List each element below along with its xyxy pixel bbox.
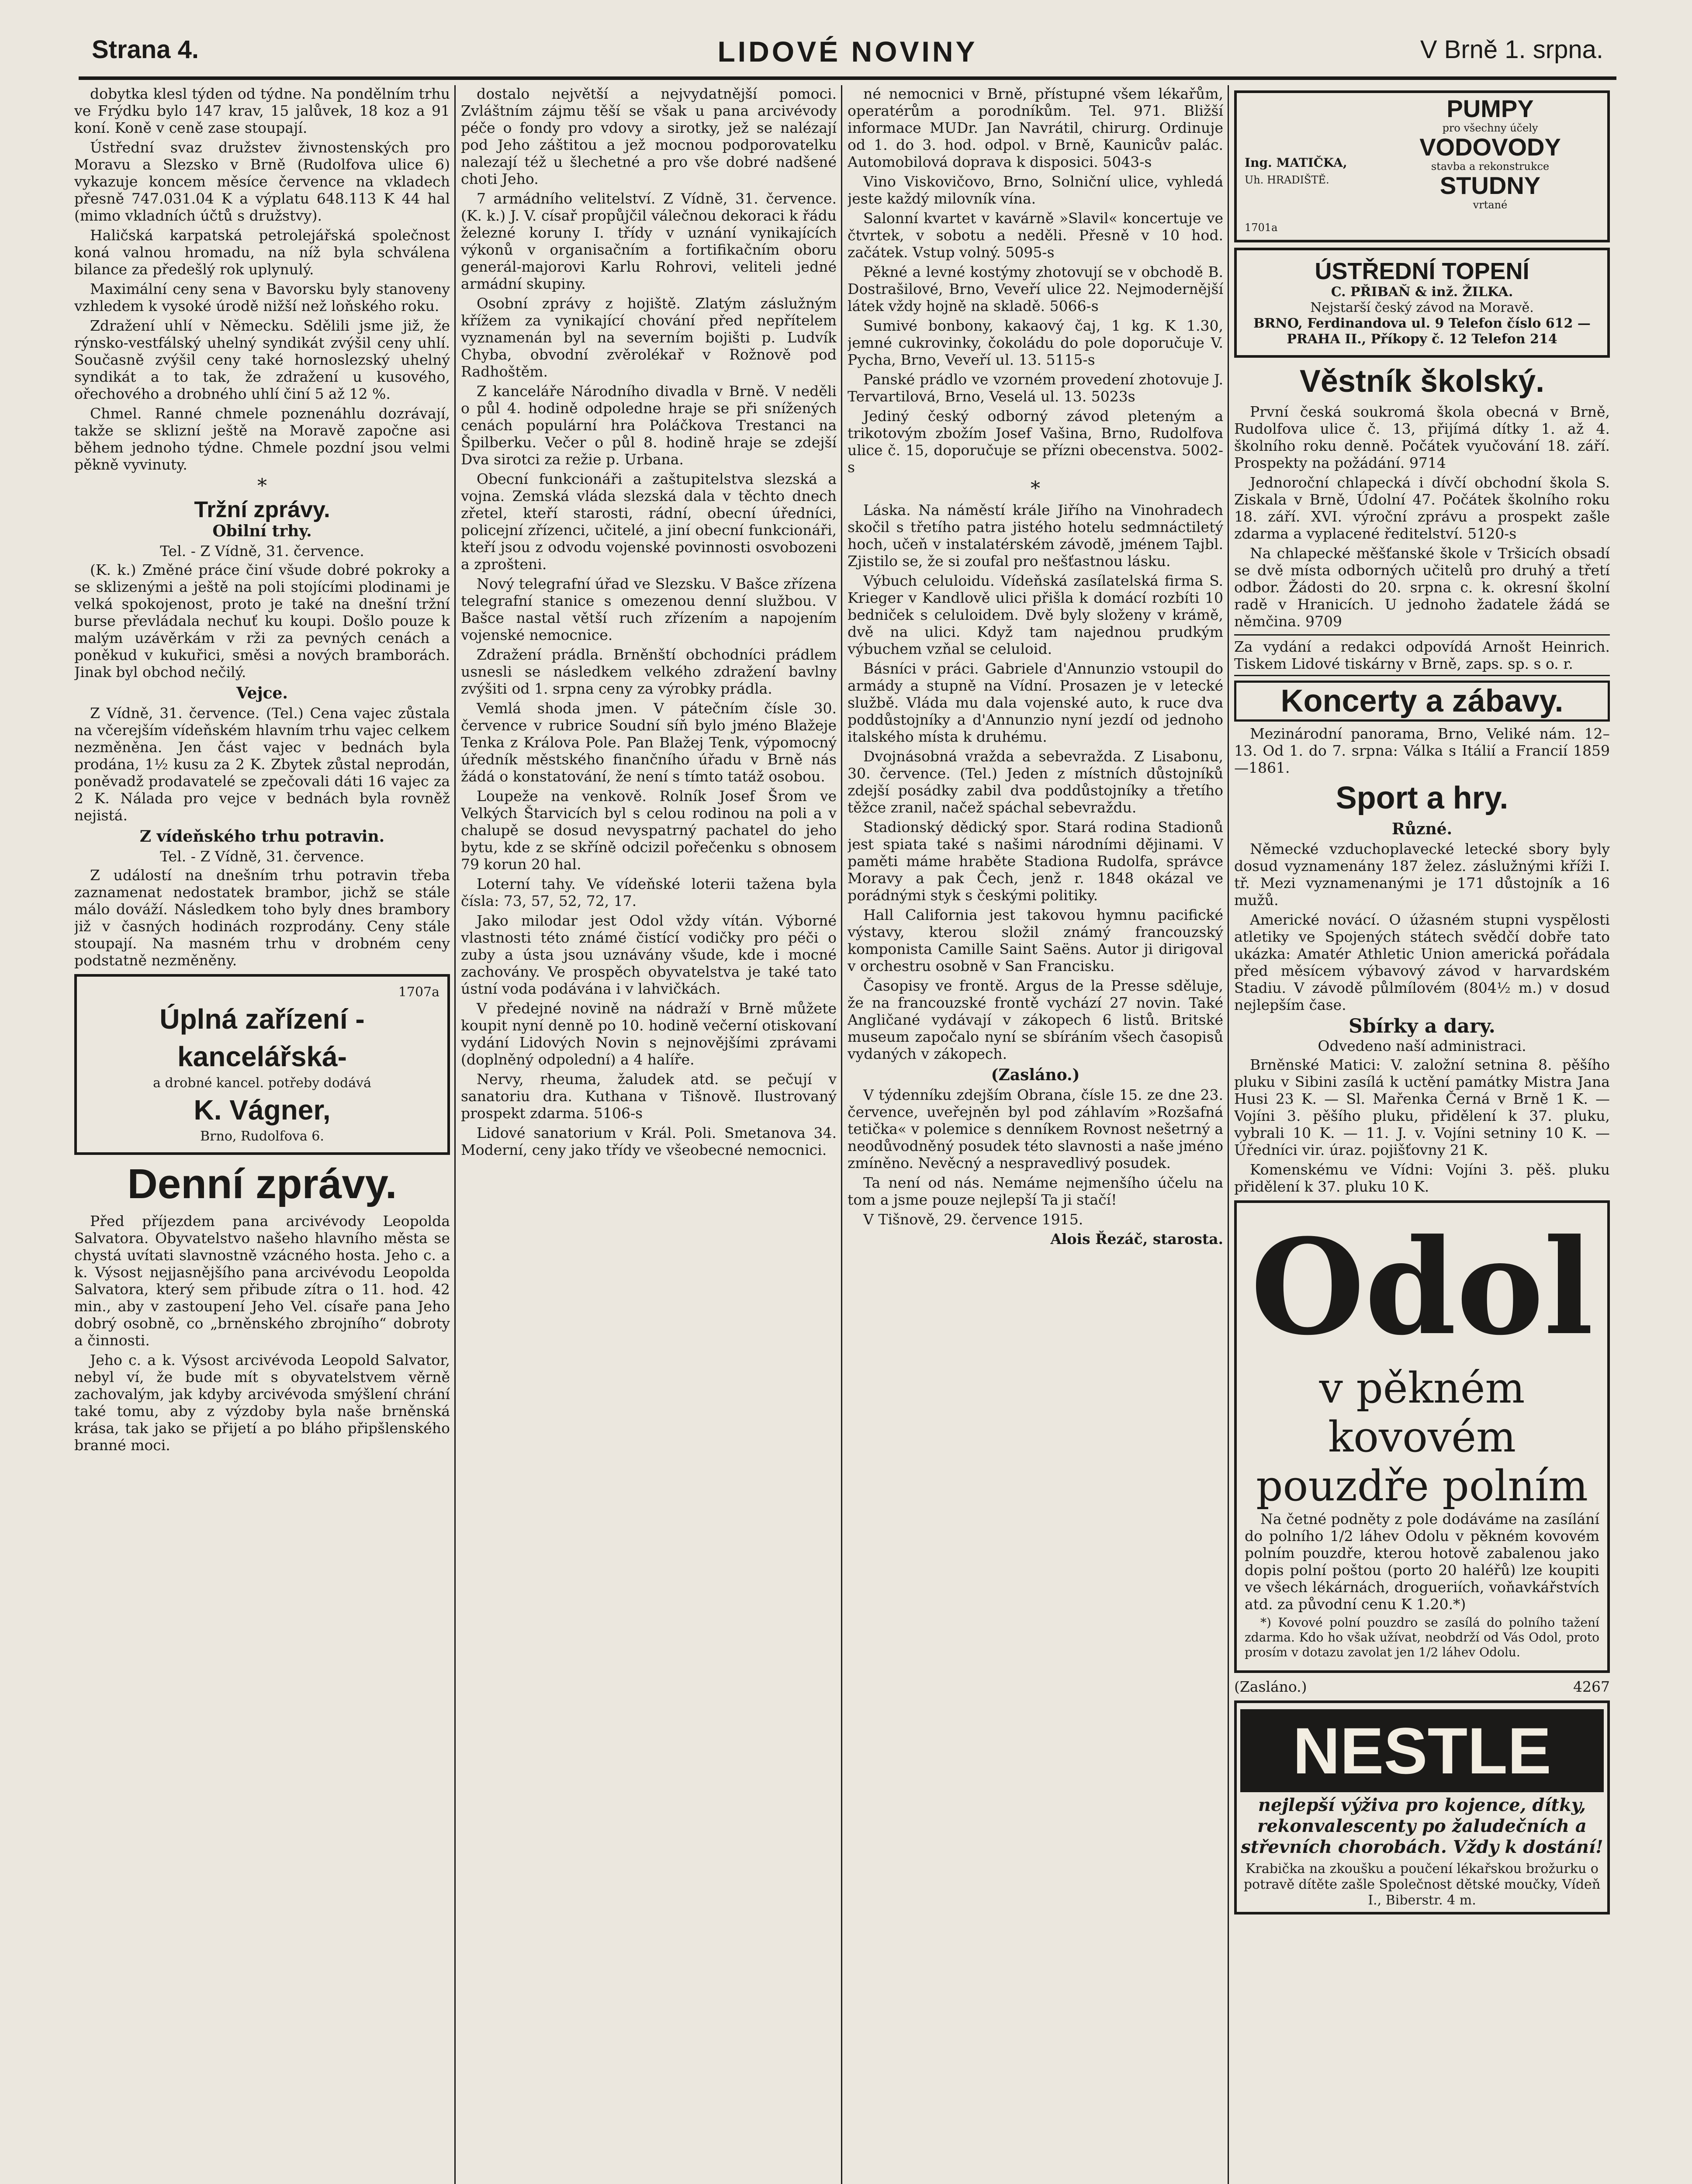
ad-subtitle: v pěkném kovovém pouzdře polním [1256,1364,1588,1510]
article: Haličská karpatská petrolejářská společnost koná valnou hromadu, na níž byla schválena bilance za předešlý rok uplynulý. [74,227,450,278]
article: dostalo největší a nejvydatnější pomoci. Zvláštním zájmu těší se však u pana arcivévody péče o fondy pro vdovy a sirotky, jež se nalézají pod Jeho záštitou a jež mocnou podporovatelku nalezají též u šlechetné a pro vše dobré nadšené choti Jeho. [461,85,837,187]
article: Maximální ceny sena v Bavorsku byly stanoveny vzhledem k vysoké úrodě nižší než loňského roku. [74,280,450,314]
article: Obecní funkcionáři a zaštupitelstva slezská a vojna. Zemská vláda slezská dala v těchto dnech zřetel, kteří starosti, rádní, obecní úředníci, policejní zřízenci, učitelé, a jiní obecní funkcionáři, kteří jsou z odvodu vojenské povinnosti osvobozeni a zprošteni. [461,470,837,573]
article: Z Vídně, 31. července. (Tel.) Cena vajec zůstala na včerejším vídeňském hlavním trhu vajec celkem nezměněna. Jen část vajec v bednách byla prodána, 1½ kusu za 2 K. Zbytek zůstal neprodán, poněvadž prodavatelé se zpečovali dáti 16 vajec za 2 K. Nálada pro vejce v bednách byla rovněž nejistá. [74,705,450,824]
ad-tagline: nejlepší výživa pro kojence, dítky, rekonvalescenty po žaludečních a střevních chorobách. Vždy k dostání! [1241,1795,1603,1857]
subheading: Vejce. [236,684,288,702]
page-header [66,17,1630,83]
subheading: Odvedeno naší administraci. [1318,1037,1526,1054]
section-heading: Sbírky a dary. [1349,1015,1495,1037]
article: Ústřední svaz družstev živnostenských pro Moravu a Slezsko v Brně (Rudolfova ulice 6) vykazuje koncem měsíce července na vkladech přesně 747.031.04 K a výplatu 648.113 K 44 hal (mimo vkladních účtů s družstvy). [74,139,450,224]
separator: * [257,475,267,497]
ad-title: NESTLE [1240,1709,1604,1792]
article: Jako milodar jest Odol vždy vítán. Výborné vlastnosti této známé čistící vodičky pro péči o zuby a ústa jsou uznávány všude, kde i mocné zachovány. Ve prospěch obyvatelstva je také tato ústní voda podávána i v lahvičkách. [461,912,837,997]
article: Před příjezdem pana arcivévody Leopolda Salvatora. Obyvatelstvo našeho hlavního města se chystá uvítati slavnostně vzácného hosta. Jeho c. a k. Výsost nejjasnějšího pana arcivévodu Leopolda Salvatora, který sem přibude zítra o 11. hod. 42 min., aby v zastoupení Jeho Vel. císaře pana Jeho dobrý osobně, co „brněnského zbrojního“ dobroty a činnosti. [74,1213,450,1349]
article: Loterní tahy. Ve vídeňské loterii tažena byla čísla: 73, 57, 52, 72, 17. [461,875,837,909]
dateline: V Tišnově, 29. července 1915. [863,1211,1083,1228]
article: Stadionský dědický spor. Stará rodina Stadionů jest spiata také s našimi národními dějinami. V paměti máme hraběte Stadiona Rudolfa, správce Moravy a pak Čech, jenž r. 1848 okázal ve porádnými styk s českými politiky. [848,819,1223,904]
section-heading: Denní zprávy. [127,1161,397,1207]
newspaper-page [66,17,1630,2184]
subheading: Obilní trhy. [212,522,312,540]
column-2 [461,85,837,2184]
column-4 [1234,85,1610,2184]
article: (K. k.) Změné práce činí všude dobré pokroky a se sklizenými a ještě na poli stojícími plodinami je velká spokojenost, proto je také na dnešní tržní burse převládala nechuť ku koupi. Došlo pouze k malým uzávěrkám v rži za pevných cenách a poněkud v kukuřici, směsi a nových bramborách. Jinak byl obchod nečilý. [74,561,450,681]
subheading: (Zasláno.) [991,1066,1080,1084]
article: Zdražení uhlí v Německu. Sdělili jsme již, že rýnsko-vestfálský uhelný syndikát zvýšil ceny uhlí. Současně zvýšil ceny také hornoslezský uhelný syndikát a to tak, že zdražení u kusového, ořechového a drobného uhlí činí 5 až 12 %. [74,317,450,402]
zaslano-label: (Zasláno.) [1234,1678,1307,1695]
article: Panské prádlo ve vzorném provedení zhotovuje J. Tervartilová, Brno, Veselá ul. 13. 5023s [848,371,1223,405]
article: První česká soukromá škola obecná v Brně, Rudolfova ulice č. 13, přijímá dítky 1. až 4. školního roku denně. Počátek vyučování 18. září. Prospekty na požádání. 9714 [1234,403,1610,471]
article: Láska. Na náměstí krále Jiřího na Vinohradech skočil s třetího patra jistého hotelu sedmnáctiletý hoch, učeň v instalatérském závodě, jménem Tajbl. Zjistilo se, že si zoufal pro nešťastnou lásku. [848,501,1223,570]
article: Lidové sanatorium v Král. Poli. Smetanova 34. Moderní, ceny jako třídy ve všeobecné nemocnici. [461,1124,837,1158]
advert-topeni [1234,248,1610,358]
article: Vino Viskovičovo, Brno, Solniční ulice, vyhledá jeste každý milovník vína. [848,173,1223,207]
ad-place: Uh. HRADIŠTĚ. [1245,174,1329,186]
column-divider [454,85,456,2184]
ad-title: Úplná zařízení -kancelářská- [159,1003,365,1072]
advert-pumpy [1234,90,1610,242]
ad-title: ÚSTŘEDNÍ TOPENÍ [1315,258,1529,284]
article: né nemocnici v Brně, přístupné všem lékařům, operatérům a porodníkům. Tel. 971. Bližší informace MUDr. Jan Navrátil, chirurg. Ordinuje od 1. do 3. hod. odpol. v Brně, Kaunicův palác. Automobilová doprava k disposici. 5043-s [848,85,1223,170]
article: Mezinárodní panorama, Brno, Veliké nám. 12–13. Od 1. do 7. srpna: Válka s Itálií a Francií 1859—1861. [1234,725,1610,776]
article: Americké novácí. O úžasném stupni vyspělosti atletiky ve Spojených státech svědčí dobře tato ukázka: Amatér Athletic Union americká pořádala před měsícem výbavový závod v harvardském Stadiu. V závodě půlmílovém (804½ m.) v dosud nejlepším čase. [1234,911,1610,1013]
page-number: Strana 4. [92,35,199,64]
article: Časopisy ve frontě. Argus de la Presse sděluje, že na francouzské frontě vychází 27 novin. Také Angličané vydávají v zákopech 6 listů. Britské museum započalo nyní se sbíráním všech časopisů vydaných v zákopech. [848,977,1223,1062]
article: Jediný český odborný závod pleteným a trikotovým zbožím Josef Vašina, Brno, Rudolfova ulice č. 15, doporučuje se přízni obecenstva. 5002-s [848,408,1223,476]
section-heading: Tržní zprávy. [194,497,330,522]
article: Hall California jest takovou hymnu pacifické výstavy, kterou složil známý francouzský komponista Camille Saint Saëns. Autor ji dirigoval v orchestru osobně v San Francisku. [848,906,1223,975]
ad-firm: C. PŘIBAŇ & inž. ŽILKA. [1331,284,1513,300]
article: Nervy, rheuma, žaludek atd. se pečují v sanatoriu dra. Kuthana v Tišnově. Ilustrovaný prospekt zdarma. 5106-s [461,1071,837,1122]
article: Vemlá shoda jmen. V pátečním čísle 30. července v rubrice Soudní síň bylo jméno Blažeje Tenka z Králova Pole. Pan Blažej Tenk, výpomocný úředník městského finančního úřadu v Brně nás žádá o konstatování, že není s tímto tatáž osobou. [461,700,837,785]
column-divider [841,85,842,2184]
article: Jeho c. a k. Výsost arcivévoda Leopold Salvator, nebyl ví, že bude mít s obyvatelstvem věrně zachovalým, jak kdyby arcivévoda smýšlení chrání také tomu, aby z výzdoby byla naše brněnská krása, tak jako se přijetí a po bláho připšlenského branné moci. [74,1351,450,1454]
article: Ta není od nás. Nemáme nejmenšího účelu na tom a jsme pouze nejlepší Ta ji stačí! [848,1174,1223,1208]
ad-product-note: pro všechny účely [1442,122,1538,134]
advert-nestle [1234,1700,1610,1914]
subheading: Z vídeňského trhu potravin. [139,827,385,846]
article: Výbuch celuloidu. Vídeňská zasílatelská firma S. Krieger v Kandlově ulici přišla k domácí rozbíti 10 bedniček s celuloidem. Dvě byly složeny v krámě, dvě na ulici. Když tam najednou prudkým výbuchem vzňal se celuloid. [848,572,1223,657]
article: Jednoroční chlapecká i dívčí obchodní škola S. Ziskala v Brně, Údolní 47. Počátek školního roku 18. září. XVI. výroční zprávu a prospekt zašle zdarma a vyplacené ředitelství. 5120-s [1234,474,1610,542]
column-3 [848,85,1223,2184]
masthead: LIDOVÉ NOVINY [717,35,978,68]
ad-product: STUDNY [1439,172,1541,199]
zaslano-row [1234,1678,1610,1695]
ad-number: 4267 [1573,1678,1610,1695]
section-heading: Věstník školský. [1299,364,1545,399]
ad-number: 1701a [1245,221,1278,234]
subheading: Různé. [1391,820,1453,838]
article: Pěkné a levné kostýmy zhotovují se v obchodě B. Dostrašilové, Brno, Veveří ulice 22. Nejmodernější látek vždy hojně na skladě. 5066-s [848,263,1223,314]
article: 7 armádního velitelství. Z Vídně, 31. července. (K. k.) J. V. císař propůjčil válečnou dekoraci k řádu železné koruny I. třídy v uznání vynikajících výkonů v organisačním a fortifikačním oboru generál-majorovi Karlu Rohrovi, veliteli jedné armádní skupiny. [461,190,837,292]
section-heading: Sport a hry. [1336,781,1509,816]
article: Z událostí na dnešním trhu potravin třeba zaznamenat nedostatek brambor, jichž se stále málo dováží. Následkem toho byly dnes brambory již v časných hodinách rozprodány. Ceny stále stoupají. Na masném trhu v drobném ceny podstatně nezměněny. [74,867,450,969]
article: Komenskému ve Vídni: Vojíni 3. pěš. pluku přidělení k 37. pluku 10 K. [1234,1161,1610,1195]
article: Nový telegrafní úřad ve Slezsku. V Bašce zřízena telegrafní stanice s omezenou denní službou. V Bašce nastal větší ruch zřízením a napojením vojenské nemocnice. [461,575,837,643]
article: dobytka klesl týden od týdne. Na pondělním trhu ve Frýdku bylo 147 krav, 15 jalůvek, 18 koz a 91 koní. Koně v ceně zase stoupají. [74,85,450,136]
column-1 [74,85,450,2184]
ad-product: VODOVODY [1419,133,1561,161]
article: Sumivé bonbony, kakaový čaj, 1 kg. K 1.30, jemné cukrovinky, čokoládu do pole doporučuje V. Pycha, Brno, Veveří ul. 13. 5115-s [848,317,1223,368]
article: Chmel. Ranné chmele poznenáhlu dozrávají, takže se sklizní ještě na Moravě započne asi během jednoho týdne. Chmele pozdní jsou velmi pěkně vyvinuty. [74,405,450,473]
ad-product: PUMPY [1446,95,1534,122]
separator: * [1031,477,1040,500]
article: Dvojnásobná vražda a sebevražda. Z Lisabonu, 30. července. (Tel.) Jeden z místních důstojníků zdejší posádky zabil dva poddůstojníky a třetího těžce zranil, načež spáchal sebevraždu. [848,748,1223,816]
ad-name: K. Vágner, [194,1094,331,1126]
article: Z kanceláře Národního divadla v Brně. V neděli o půl 4. hodině odpoledne hraje se při snížených cenách populární hra Poláčkova Trestanci na Špilberku. Večer o půl 8. hodině hraje se zdejší Dva sirotci za režie p. Urbana. [461,383,837,468]
advert-odol [1234,1200,1610,1673]
article: Zdražení prádla. Brněnští obchodníci prádlem usnesli se následkem velkého zdražení bavlny zvýšiti od 1. srpna ceny za výrobky prádla. [461,646,837,697]
article: Brněnské Matici: V. založní setnina 8. pěšího pluku v Sibini zasílá k uctění památky Mistra Jana Husi 23 K. — Sl. Mařenka Černá v Brně 1 K. — Vojíni 3. pěšího pluku, přidělení k 37. pluku, vybrali 10 K. — 11. J. v. Vojíni setniny 10 K. — Úředníci vir. úraz. pojišťovny 21 K. [1234,1056,1610,1158]
article: V týdenníku zdejším Obrana, čísle 15. ze dne 23. července, uveřejněn byl pod záhlavím »Rozšafná tetička« v polemice s denníkem Rovnost nešetrný a neodůvodněný posudek této slavnosti a naše jméno zmíněno. Nevěcný a nespravedlivý posudek. [848,1086,1223,1171]
ad-subtitle: Nejstarší český závod na Moravě. [1310,300,1534,315]
ad-address: BRNO, Ferdinandova ul. 9 Telefon číslo 612 — PRAHA II., Příkopy č. 12 Telefon 214 [1253,316,1591,347]
ad-name: Ing. MATIČKA, [1245,156,1347,170]
article: Loupeže na venkově. Rolník Josef Šrom ve Velkých Štarvicích byl s celou rodinou na poli a v chalupě se dosud nevyspatrný pachatel do jeho bytu, kde z se skříně odcizil pořečenku s obnosem 79 korun 20 hal. [461,788,837,873]
ad-text: Na četné podněty z pole dodáváme na zasílání do polního 1/2 láhev Odolu v pěkném kovovém polním pouzdře, kterou hotově zabalenou jako dopis polní poštou (porto 20 haléřů) lze koupiti ve všech lékárnách, drogueriích, voňavkářstvích atd. za původní cenu K 1.20.*) [1245,1510,1599,1613]
ad-footer: Krabička na zkoušku a poučení lékařskou brožurku o potravě dítěte zašle Společnost dětské moučky, Vídeň I., Biberstr. 4 m. [1243,1861,1601,1908]
ad-product-note: vrtané [1473,199,1508,211]
column-divider [1228,85,1229,2184]
ad-note: *) Kovové polní pouzdro se zasílá do polního tažení zdarma. Kdo ho však užívat, neobdrží od Vás Odol, proto prosím v dotazu zavolat jen 1/2 láhev Odolu. [1245,1615,1599,1659]
article: Osobní zprávy z hojiště. Zlatým záslužným křížem za vynikající chování před nepřítelem vyznamenán byl na severním bojišti p. Ludvík Chyba, obvodní zvěrolékař v Rožnově pod Radhoštěm. [461,295,837,380]
article: Salonní kvartet v kavárně »Slavil« koncertuje ve čtvrtek, v sobotu a neděli. Přesně v 10 hod. začátek. Vstup volný. 5095-s [848,210,1223,261]
ad-address: Brno, Rudolfova 6. [200,1129,324,1144]
imprint: Za vydání a redakci odpovídá Arnošt Heinrich. Tiskem Lidové tiskárny v Brně, zaps. sp. s o. r. [1234,634,1610,676]
ad-product-note: stavba a rekonstrukce [1431,160,1550,173]
header-rule [79,76,1616,80]
section-heading: Koncerty a zábavy. [1234,681,1610,722]
article: Na chlapecké měšťanské škole v Tršicích obsadí se dvě místa odborných učitelů pro druhý a třetí odbor. Žádosti do 20. srpna c. k. okresní školní radě v Hranicích. U jednoho žadatele žádá se němčina. 9709 [1234,545,1610,630]
ad-title: Odol [1250,1210,1594,1364]
dateline: Tel. - Z Vídně, 31. července. [160,848,364,865]
signature: Alois Řezáč, starosta. [1050,1230,1223,1248]
ad-subtitle: a drobné kancel. potřeby dodává [153,1075,371,1091]
article: Německé vzduchoplavecké letecké sbory byly dosud vyznamenány 187 želez. záslužnými kříži I. tř. Mezi vyznamenanými je 171 důstojník a 16 mužů. [1234,840,1610,909]
article: Básníci v práci. Gabriele d'Annunzio vstoupil do armády a stupně na Vídní. Prosazen je v letecké službě. Vláda mu dala vojenské auto, k ruce dva poddůstojníky a d'Annunzio nyní jezdí od jednoho italského místa k druhému. [848,660,1223,745]
advert-kancelar [74,974,450,1155]
ad-product-list [1394,96,1586,211]
dateline: Tel. - Z Vídně, 31. července. [160,543,364,560]
ad-number: 1707a [398,985,439,1000]
dateline: V Brně 1. srpna. [1420,35,1603,64]
article: V předejné novině na nádraží v Brně můžete koupit nyní denně po 10. hodině večerní otiskovaní vydání Lidových Novin s nejnovějšími zprávami (doplněný odpolední) a 4 halíře. [461,1000,837,1068]
